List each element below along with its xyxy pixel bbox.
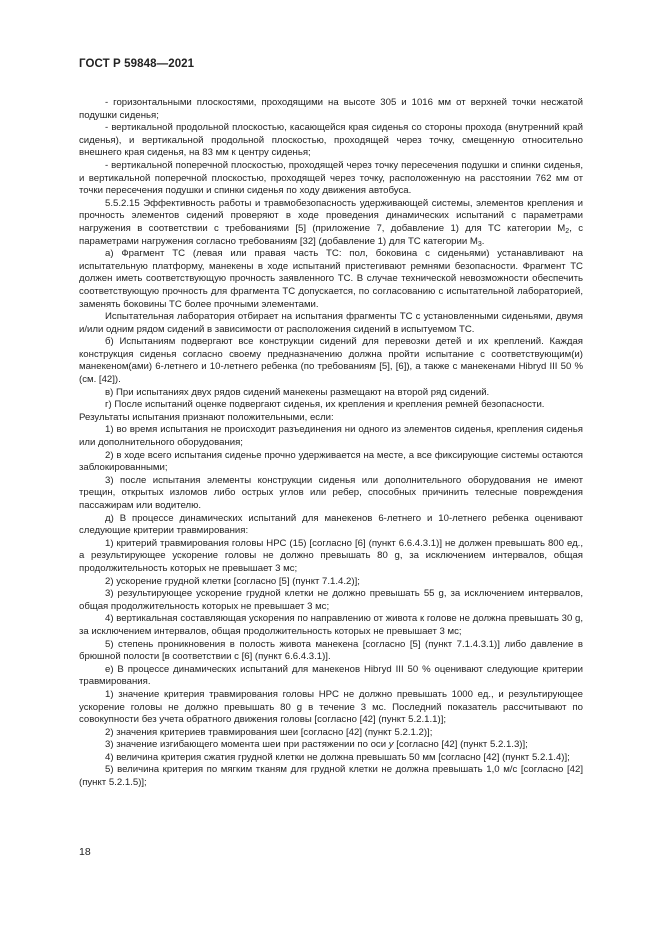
paragraph-text: . [481, 235, 485, 247]
axis-symbol: y [388, 739, 394, 751]
paragraph-text: [согласно [42] (пункт 5.2.1.3)]; [393, 739, 528, 751]
paragraph: Испытательная лаборатория отбирает на испытания фрагменты ТС с установленными сиденьями, двумя и/или одним рядом сидений в зависимости от расположения сидений в испытуемом ТС. [79, 311, 583, 335]
list-item: 5) степень проникновения в полость живота манекена [согласно [5] (пункт 7.1.4.3.1)] либо давление в брюшной полости [в соответствии с [6] (пункт 6.6.4.3.1)]. [79, 638, 583, 663]
paragraph: - вертикальной поперечной плоскостью, проходящей через точку пересечения подушки и спинки сиденья, и вертикальной поперечной плоскостью, проходящей через точку, расположенную на расстоянии 762 мм от точки пересечения подушки и спинки сиденья по ходу движения автобуса. [79, 159, 583, 197]
paragraph: - вертикальной продольной плоскостью, касающейся края сиденья со стороны прохода (внутренний край сиденья), и вертикальной продольной плоскостью, проходящей через точку, смещенную относительно внешнего края сиденья, на 83 мм к центру сиденья; [79, 122, 583, 159]
paragraph-text: 3) значение изгибающего момента шеи при растяжении по оси [105, 739, 389, 751]
list-item: 3) после испытания элементы конструкции сиденья или дополнительного оборудования не имеют трещин, открытых изломов либо острых углов или ребер, способных причинить телесные повреждения пассажирам или водителю. [79, 474, 583, 511]
list-item: 4) вертикальная составляющая ускорения по направлению от живота к голове не должна превышать 30 g, за исключением интервалов, общая продолжительность которых не превышает 3 мс; [79, 613, 583, 637]
paragraph: в) При испытаниях двух рядов сидений манекены размещают на второй ряд сидений. [105, 386, 490, 398]
document-body [79, 97, 583, 790]
paragraph: а) Фрагмент ТС (левая или правая часть ТС: пол, боковина с сиденьями) устанавливают на испытательную платформу, манекены в ходе испытаний пристегивают ремнями безопасности. Фрагмент ТС должен иметь соответствующую прочность заявленного ТС. В случае технической невозможности обеспечить соответствующую прочность для фрагмента ТС допускается, по согласованию с испытательной лабораторией, заменять боковины ТС более прочными элементами. [79, 248, 583, 310]
paragraph-text: 5.5.2.15 Эффективность работы и травмобезопасность удерживающей системы, элементов крепления и прочность элементов сидений проверяют в ходе проведения динамических испытаний с параметрами нагружения в соответствии с требованиями [5] (приложение 7, добавление 1) для ТС категории М [79, 197, 583, 234]
list-item: 1) значение критерия травмирования головы НРС не должно превышать 1000 ед., и результирующее ускорение головы не должно превышать 80 g в течение 3 мс. Последний показатель рассчитывают по совокупности без учета обратного движения головы [согласно [42] (пункт 5.2.1.1)]; [79, 688, 583, 726]
list-item: 2) в ходе всего испытания сиденье прочно удерживается на месте, а все фиксирующие системы остаются заблокированными; [79, 449, 583, 474]
paragraph: д) В процессе динамических испытаний для манекенов 6-летнего и 10-летнего ребенка оценивают следующие критерии травмирования: [79, 512, 583, 537]
list-item: 2) ускорение грудной клетки [согласно [5] (пункт 7.1.4.2)]; [105, 575, 360, 587]
paragraph-5-5-2-15 [79, 198, 583, 248]
list-item: 1) критерий травмирования головы НРС (15) [согласно [6] (пункт 6.6.4.3.1)] не должен превышать 800 ед., а результирующее ускорение головы не должно превышать 80 g, за исключением интервалов, общая продолжительность которых не превышает 3 мс; [79, 537, 583, 574]
list-item: 3) результирующее ускорение грудной клетки не должно превышать 55 g, за исключением интервалов, общая продолжительность которых не превышает 3 мс; [79, 588, 583, 612]
paragraph: б) Испытаниям подвергают все конструкции сидений для перевозки детей и их креплений. Каждая конструкция сиденья согласно своему предназначению должна пройти испытание с соответствующим(и) манекеном(ами) 6-летнего и 10-летнего ребенка (по требованиям [5], [6]), а также с манекенами Hibryd III 50 % (см. [42]). [79, 336, 583, 386]
document-header: ГОСТ Р 59848—2021 [79, 58, 195, 70]
page-number: 18 [79, 846, 91, 858]
list-item [79, 739, 583, 752]
paragraph: г) После испытаний оценке подвергают сиденья, их крепления и крепления ремней безопасности. [105, 399, 545, 411]
paragraph: е) В процессе динамических испытаний для манекенов Hibryd III 50 % оценивают следующие критерии травмирования. [79, 663, 583, 688]
list-item: 2) значения критериев травмирования шеи [согласно [42] (пункт 5.2.1.2)]; [105, 726, 433, 738]
subscript: 2 [565, 227, 570, 235]
list-item: 4) величина критерия сжатия грудной клетки не должна превышать 50 мм [согласно [42] (пункт 5.2.1.4)]; [105, 751, 570, 763]
list-item: 1) во время испытания не происходит разъединения ни одного из элементов сиденья, крепления сиденья или дополнительного оборудования; [79, 424, 583, 449]
paragraph: - горизонтальными плоскостями, проходящими на высоте 305 и 1016 мм от верхней точки несжатой подушки сиденья; [79, 97, 583, 121]
subscript: 3 [477, 240, 482, 248]
paragraph: Результаты испытания признают положительными, если: [79, 411, 334, 423]
list-item: 5) величина критерия по мягким тканям для грудной клетки не должна превышать 1,0 м/с [согласно [42] (пункт 5.2.1.5)]; [79, 764, 583, 789]
paragraph-text: , с параметрами нагружения согласно требованиям [32] (добавление 1) для ТС категории М [79, 222, 583, 247]
